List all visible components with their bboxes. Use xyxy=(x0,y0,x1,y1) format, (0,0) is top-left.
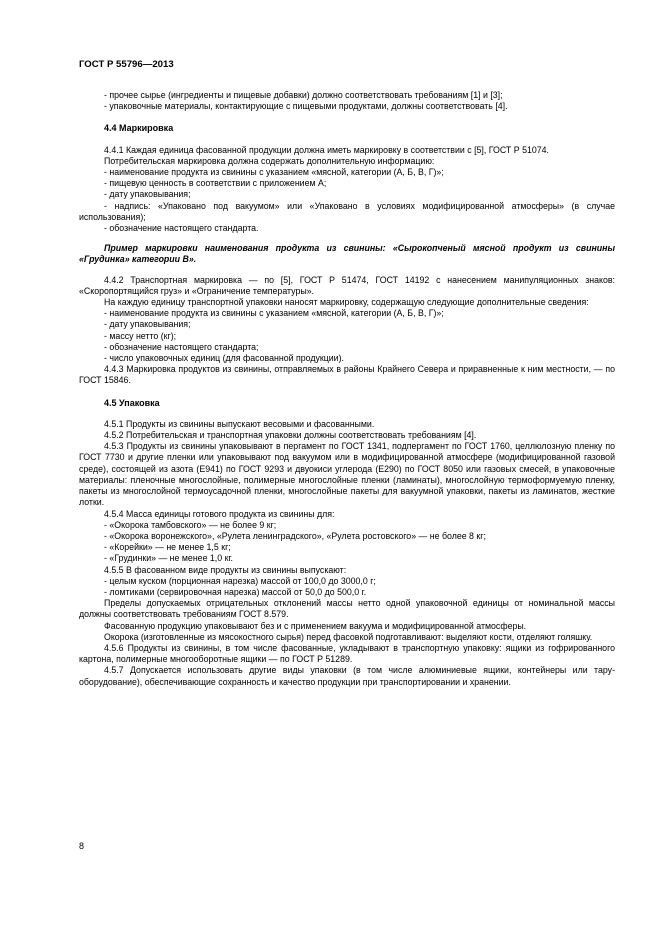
paragraph: Пределы допускаемых отрицательных отклонений массы нетто одной упаковочной единицы от номинальной массы должны соответствовать требованиям ГОСТ 8.579. xyxy=(79,598,615,620)
list-item: - упаковочные материалы, контактирующие с пищевыми продуктами, должны соответствовать [4]. xyxy=(104,101,508,112)
list-item: - надпись: «Упаковано под вакуумом» или «Упаковано в условиях модифицированной атмосферы» (в случае использования); xyxy=(79,200,615,222)
list-item: - дату упаковывания; xyxy=(104,189,191,200)
paragraph: Фасованную продукцию упаковывают без и с применением вакуума и модифицированной атмосферы. xyxy=(104,620,527,631)
paragraph: На каждую единицу транспортной упаковки наносят маркировку, содержащую следующие дополнительные сведения: xyxy=(104,297,589,308)
paragraph: Окорока (изготовленные из мясокостного сырья) перед фасовкой подготавливают: выделяют кости, отделяют голяшку. xyxy=(104,631,593,642)
list-item: - число упаковочных единиц (для фасованной продукции). xyxy=(104,353,344,364)
list-item: - прочее сырье (ингредиенты и пищевые добавки) должно соответствовать требованиям [1] и [3]; xyxy=(104,90,503,100)
page-number: 8 xyxy=(79,841,85,851)
list-item: - «Грудинки» — не менее 1,0 кг. xyxy=(104,553,234,564)
paragraph-4-5-1: 4.5.1 Продукты из свинины выпускают весовыми и фасованными. xyxy=(104,418,375,429)
list-item: - целым куском (порционная нарезка) массой от 100,0 до 3000,0 г; xyxy=(104,575,376,586)
paragraph-4-5-7: 4.5.7 Допускается использовать другие виды упаковки (в том числе алюминиевые ящики, контейнеры или тару-оборудование), обеспечивающие сохранность и качество продукции при транспортировании и хранении. xyxy=(79,665,615,687)
paragraph-4-5-4: 4.5.4 Масса единицы готового продукта из свинины для: xyxy=(104,508,335,519)
paragraph-4-5-2: 4.5.2 Потребительская и транспортная упаковки должны соответствовать требованиям [4]. xyxy=(104,430,477,441)
list-item: - наименование продукта из свинины с указанием «мясной, категории (А, Б, В, Г)»; xyxy=(104,308,444,319)
paragraph-4-5-6: 4.5.6 Продукты из свинины, в том числе фасованные, укладывают в транспортную упаковку: ящики из гофрированного картона, полимерные многооборотные ящики — по ГОСТ Р 51289. xyxy=(79,642,615,665)
list-item: - наименование продукта из свинины с указанием «мясной, категории (А, Б, В, Г)»; xyxy=(104,167,444,178)
marking-example: Пример маркировки наименования продукта из свинины: «Сырокопченый мясной продукт из свинины «Грудинка» категории В». xyxy=(79,243,615,265)
paragraph-4-4-1: 4.4.1 Каждая единица фасованной продукции должна иметь маркировку в соответствии с [5], ГОСТ Р 51074. xyxy=(104,144,549,155)
paragraph-4-5-5: 4.5.5 В фасованном виде продукты из свинины выпускают: xyxy=(104,564,347,575)
list-item: - «Корейки» — не менее 1,5 кг; xyxy=(104,542,231,553)
paragraph-4-4-3: 4.4.3 Маркировка продуктов из свинины, отправляемых в районы Крайнего Севера и приравненные к ним местности, — по ГОСТ 15846. xyxy=(79,364,615,386)
paragraph-4-4-2: 4.4.2 Транспортная маркировка — по [5], ГОСТ Р 51474, ГОСТ 14192 с нанесением манипуляционных знаков: «Скоропортящийся груз» и «Ограничение температуры». xyxy=(79,274,615,296)
paragraph: Потребительская маркировка должна содержать дополнительную информацию: xyxy=(104,155,435,166)
list-item: - «Окорока воронежского», «Рулета ленинградского», «Рулета ростовского» — не более 8 кг; xyxy=(104,530,486,541)
list-item: - обозначение настоящего стандарта; xyxy=(104,341,259,352)
document-header: ГОСТ Р 55796—2013 xyxy=(79,59,174,70)
list-item: - «Окорока тамбовского» — не более 9 кг; xyxy=(104,519,277,530)
list-item: - ломтиками (сервировочная нарезка) массой от 50,0 до 500,0 г. xyxy=(104,586,367,597)
section-heading-4-4: 4.4 Маркировка xyxy=(104,123,174,134)
section-heading-4-5: 4.5 Упаковка xyxy=(104,397,160,408)
list-item: - пищевую ценность в соответствии с приложением А; xyxy=(104,178,327,189)
list-item: - обозначение настоящего стандарта. xyxy=(104,223,259,234)
list-item: - массу нетто (кг); xyxy=(104,330,177,341)
list-item: - дату упаковывания; xyxy=(104,319,191,330)
page-content xyxy=(79,90,615,688)
paragraph-4-5-3: 4.5.3 Продукты из свинины упаковывают в пергамент по ГОСТ 1341, подпергамент по ГОСТ 1760, целлюлозную пленку по ГОСТ 7730 и другие пленки или упаковывают под вакуумом или в модифицированной атмосфере (модифицированной газовой среде), состоящей из азота (Е941) по ГОСТ 9293 и двуокиси углерода (Е290) по ГОСТ 8050 или газовых смесей, в упаковочные материалы: пленочные многослойные, полимерные многослойные пленки (ламинаты), многослойную термоформуемую пленку, пакеты из многослойной термоусадочной пленки, многослойные пакеты для вакуумной упаковки, пакеты из ламинатов, жесткие лотки. xyxy=(79,441,615,508)
